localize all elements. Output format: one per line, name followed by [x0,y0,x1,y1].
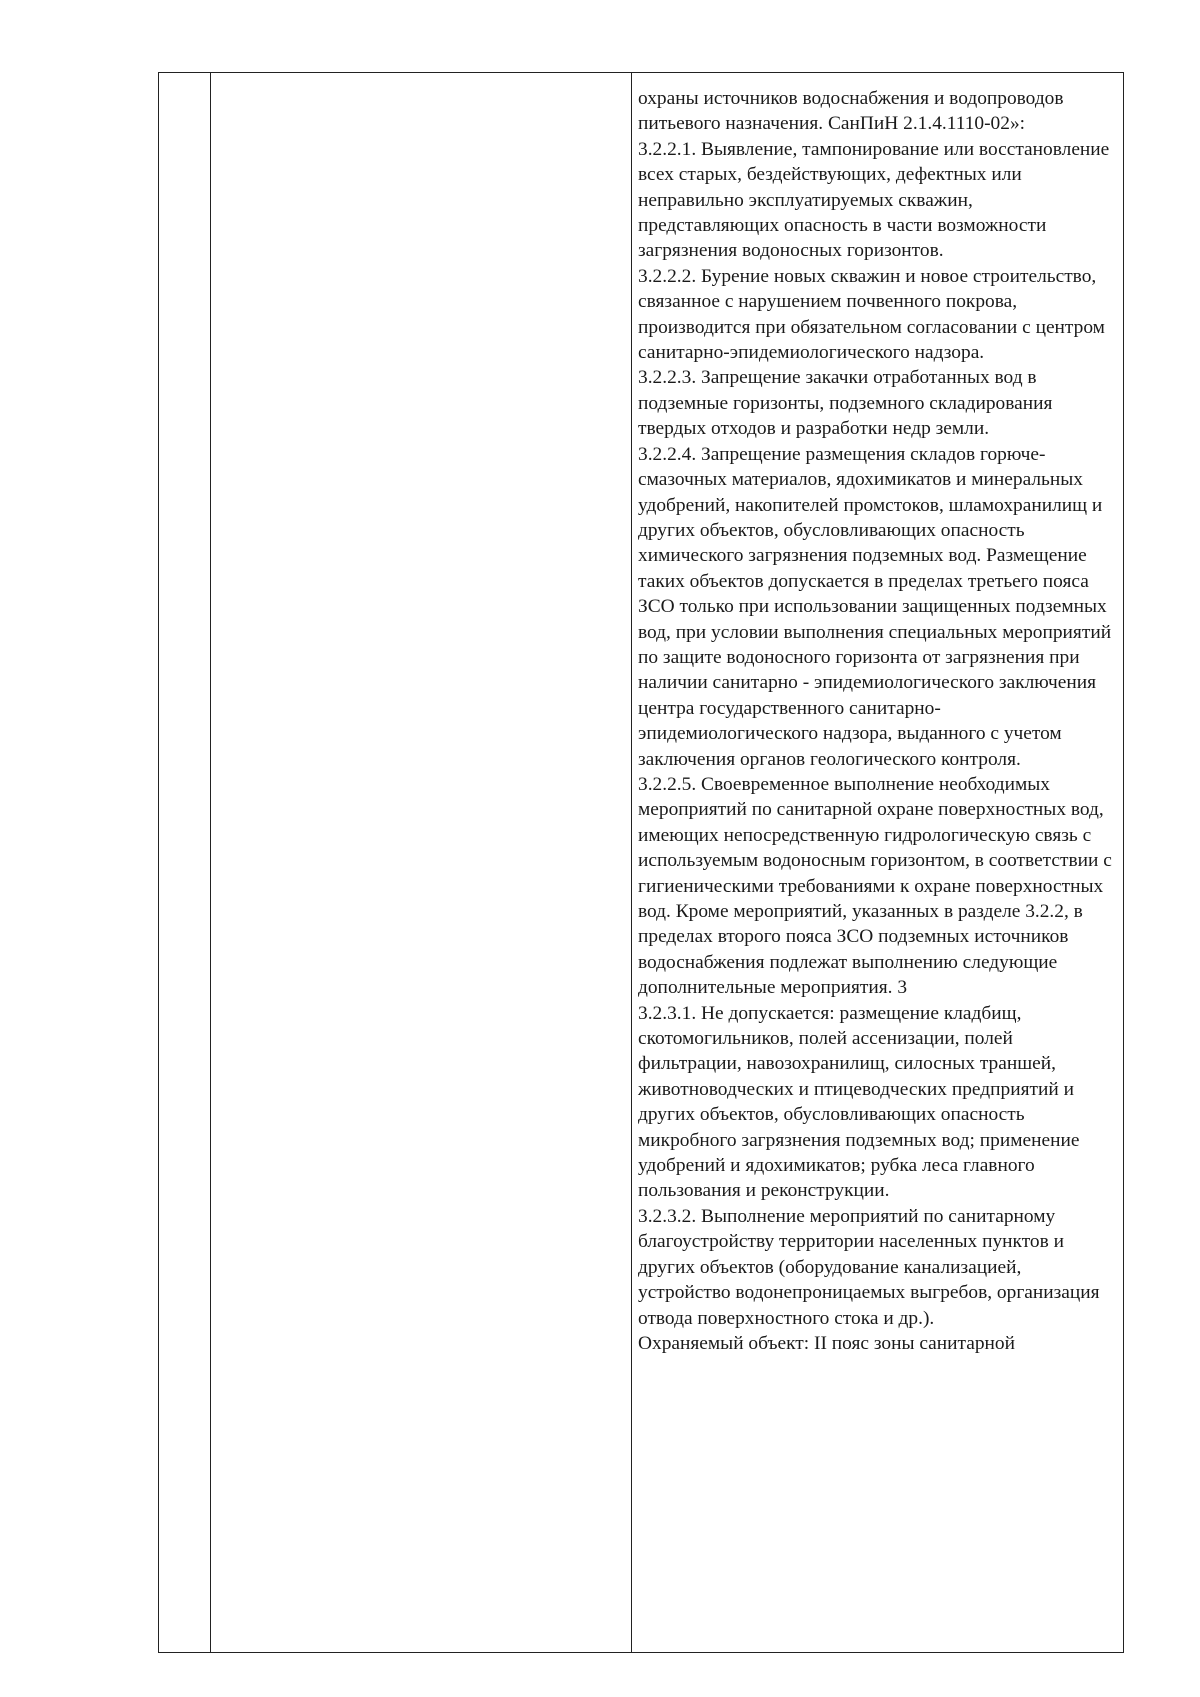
table-cell-number [159,73,211,1653]
paragraph-3-2-3-2: 3.2.3.2. Выполнение мероприятий по санитарному благоустройству территории населенных пунктов и других объектов (оборудование канализацией, устройство водонепроницаемых выгребов, организация отвода поверхностного стока и др.). [638,1205,1100,1329]
cell-name-text [211,73,631,86]
paragraph-3-2-3-1: 3.2.3.1. Не допускается: размещение кладбищ, скотомогильников, полей ассенизации, полей фильтрации, навозохранилищ, силосных траншей, животноводческих и птицеводческих предприятий и других объектов, обусловливающих опасность микробного загрязнения подземных вод; применение удобрений и ядохимикатов; рубка леса главного пользования и реконструкции. [638,1002,1080,1202]
table-cell-name [211,73,632,1653]
table-row [159,73,1124,1653]
paragraph-3-2-2-2: 3.2.2.2. Бурение новых скважин и новое строительство, связанное с нарушением почвенного покрова, производится при обязательном согласовании с центром санитарно-эпидемиологического надзора. [638,265,1105,364]
cell-number-text [159,73,210,86]
paragraph-3-2-2-3: 3.2.2.3. Запрещение закачки отработанных вод в подземные горизонты, подземного складирования твердых отходов и разработки недр земли. [638,367,1053,440]
paragraph-intro: охраны источников водоснабжения и водопроводов питьевого назначения. СанПиН 2.1.4.1110-02»: [638,88,1064,135]
paragraph-3-2-2-1: 3.2.2.1. Выявление, тампонирование или восстановление всех старых, бездействующих, дефектных или неправильно эксплуатируемых скважин, представляющих опасность в части возможности загрязнения водоносных горизонтов. [638,138,1110,262]
paragraph-protected-object: Охраняемый объект: II пояс зоны санитарной [638,1332,1016,1354]
document-table [158,72,1124,1653]
paragraph-3-2-2-5: 3.2.2.5. Своевременное выполнение необходимых мероприятий по санитарной охране поверхностных вод, имеющих непосредственную гидрологическую связь с используемым водоносным горизонтом, в соответствии с гигиеническими требованиями к охране поверхностных вод. Кроме мероприятий, указанных в разделе 3.2.2, в пределах второго пояса ЗСО подземных источников водоснабжения подлежат выполнению следующие дополнительные мероприятия. 3 [638,773,1112,999]
requirements-text [632,73,1123,1356]
table-cell-requirements [632,73,1124,1653]
paragraph-3-2-2-4: 3.2.2.4. Запрещение размещения складов горюче-смазочных материалов, ядохимикатов и минеральных удобрений, накопителей промстоков, шламохранилищ и других объектов, обусловливающих опасность химического загрязнения подземных вод. Размещение таких объектов допускается в пределах третьего пояса ЗСО только при использовании защищенных подземных вод, при условии выполнения специальных мероприятий по защите водоносного горизонта от загрязнения при наличии санитарно - эпидемиологического заключения центра государственного санитарно-эпидемиологического надзора, выданного с учетом заключения органов геологического контроля. [638,443,1112,770]
